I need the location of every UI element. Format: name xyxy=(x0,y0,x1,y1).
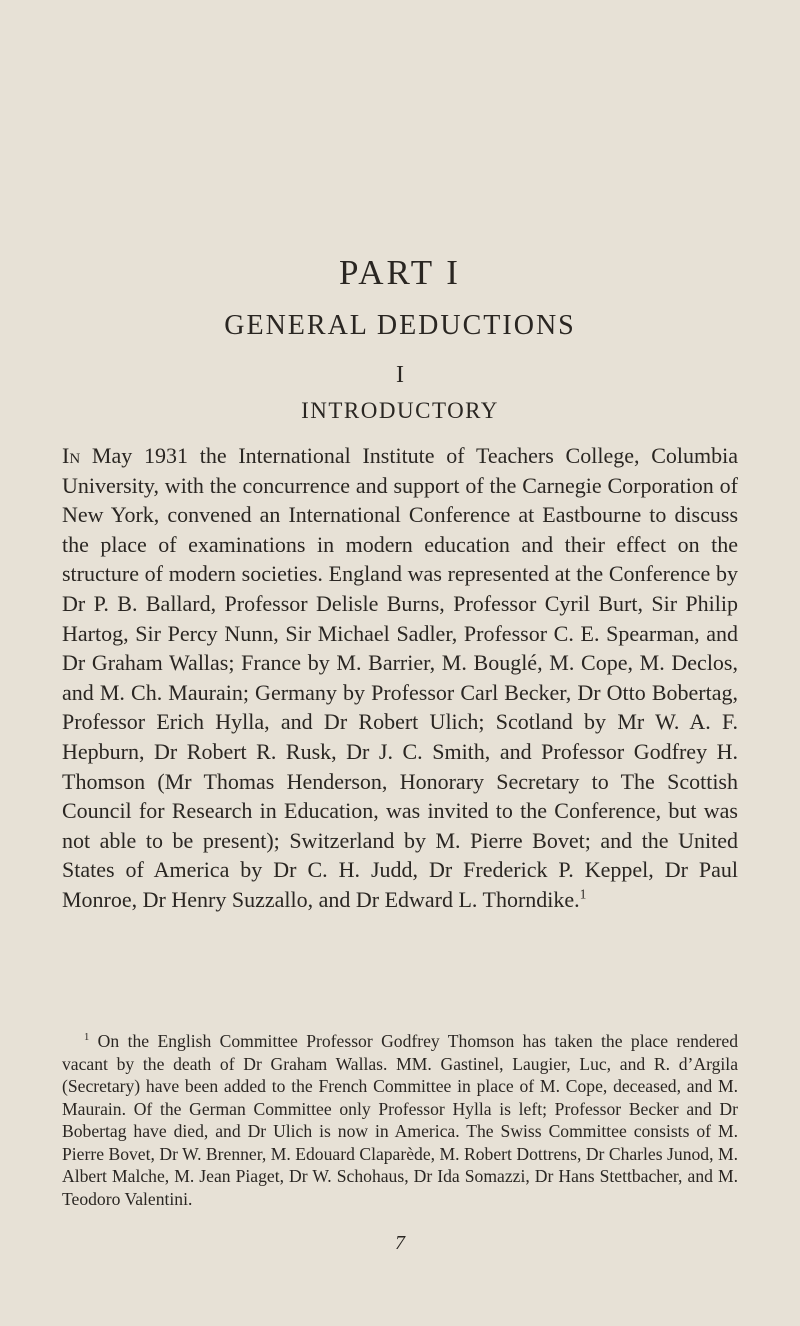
footnote-reference[interactable]: 1 xyxy=(579,886,587,902)
footnote xyxy=(62,1030,738,1210)
chapter-number: I xyxy=(396,362,404,388)
body-paragraph xyxy=(62,441,738,915)
footnote-text: On the English Committee Professor Godfrey Thomson has taken the place rendered vacant by the death of Dr Graham Wallas. MM. Gastinel, Laugier, Luc, and R. d’Argila (Secretary) have been added to the French Committee in place of M. Cope, deceased, and M. Maurain. Of the German Committee only Professor Hylla is left; Professor Becker and Dr Bobertag have died, and Dr Ulich is now in America. The Swiss Committee consists of M. Pierre Bovet, Dr W. Brenner, M. Edouard Claparède, M. Robert Dottrens, Dr Charles Junod, M. Albert Malche, M. Jean Piaget, Dr W. Schohaus, Dr Ida Somazzi, Dr Hans Stettbacher, and M. Teodoro Valentini. xyxy=(62,1031,738,1209)
paragraph-lead: In xyxy=(62,443,81,468)
part-subtitle: GENERAL DEDUCTIONS xyxy=(224,310,576,341)
footnote-marker: 1 xyxy=(84,1032,90,1044)
paragraph-text: May 1931 the International Institute of Teachers College, Columbia University, with the concurrence and support of the Carnegie Corporation of New York, convened an International Conference at Eastbourne to discuss the place of examinations in modern education and their effect on the structure of modern societies. England was represented at the Conference by Dr P. B. Ballard, Professor Delisle Burns, Professor Cyril Burt, Sir Philip Hartog, Sir Percy Nunn, Sir Michael Sadler, Professor C. E. Spearman, and Dr Graham Wallas; France by M. Barrier, M. Bouglé, M. Cope, M. Declos, and M. Ch. Maurain; Germany by Professor Carl Becker, Dr Otto Bobertag, Professor Erich Hylla, and Dr Robert Ulich; Scotland by Mr W. A. F. Hepburn, Dr Robert R. Rusk, Dr J. C. Smith, and Professor Godfrey H. Thomson (Mr Thomas Henderson, Honorary Secretary to The Scottish Council for Research in Education, was invited to the Conference, but was not able to be present); Switzerland by M. Pierre Bovet; and the United States of America by Dr C. H. Judd, Dr Frederick P. Keppel, Dr Paul Monroe, Dr Henry Suzzallo, and Dr Edward L. Thorndike. xyxy=(62,443,738,912)
page-number: 7 xyxy=(395,1232,405,1254)
part-title: PART I xyxy=(339,253,461,292)
chapter-title: INTRODUCTORY xyxy=(301,398,499,423)
